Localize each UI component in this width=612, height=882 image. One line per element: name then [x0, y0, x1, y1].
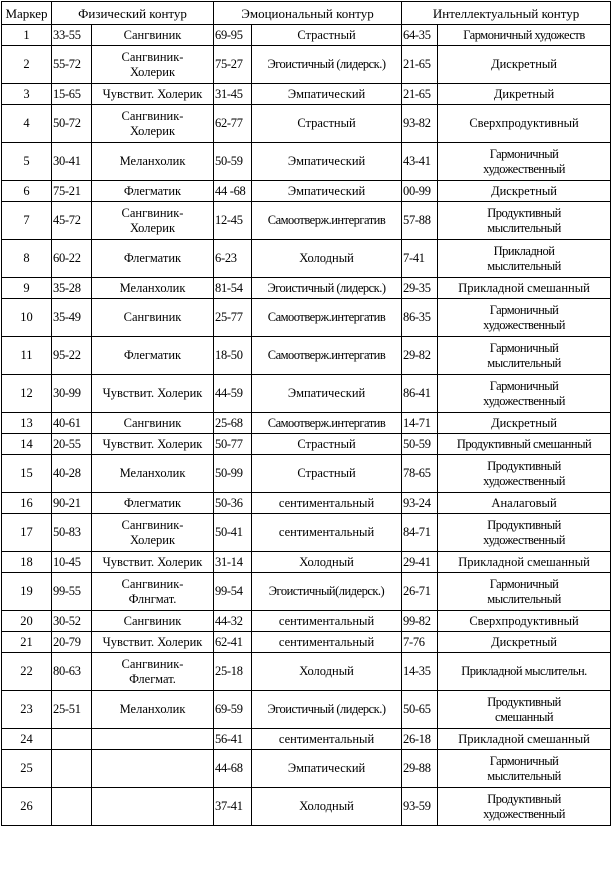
table-row [2, 46, 611, 84]
cell-emotional-type: Эгоистичный(лидерск.) [252, 573, 402, 611]
cell-physical-type: Сангвиник- Холерик [92, 202, 214, 240]
cell-marker: 13 [2, 413, 52, 434]
cell-intellectual-type: Дикретный [438, 84, 611, 105]
cell-marker: 26 [2, 788, 52, 826]
cell-physical-code: 20-79 [52, 632, 92, 653]
cell-intellectual-code: 29-82 [402, 337, 438, 375]
cell-emotional-type: Страстный [252, 25, 402, 46]
cell-intellectual-code: 26-18 [402, 729, 438, 750]
cell-marker: 9 [2, 278, 52, 299]
cell-intellectual-code: 93-24 [402, 493, 438, 514]
cell-marker: 11 [2, 337, 52, 375]
table-row [2, 653, 611, 691]
table-row [2, 105, 611, 143]
cell-physical-type: Меланхолик [92, 143, 214, 181]
cell-physical-code: 75-21 [52, 181, 92, 202]
cell-emotional-code: 62-77 [214, 105, 252, 143]
cell-physical-type: Сангвиник [92, 299, 214, 337]
cell-marker: 5 [2, 143, 52, 181]
cell-emotional-code: 99-54 [214, 573, 252, 611]
cell-marker: 25 [2, 750, 52, 788]
cell-physical-type: Сангвиник- Холерик [92, 46, 214, 84]
cell-physical-type: Флегматик [92, 240, 214, 278]
cell-emotional-code: 50-77 [214, 434, 252, 455]
cell-physical-type: Меланхолик [92, 278, 214, 299]
cell-intellectual-code: 43-41 [402, 143, 438, 181]
cell-emotional-code: 6-23 [214, 240, 252, 278]
cell-intellectual-code: 99-82 [402, 611, 438, 632]
table-row [2, 375, 611, 413]
table-row [2, 413, 611, 434]
cell-marker: 15 [2, 455, 52, 493]
table-row [2, 434, 611, 455]
cell-emotional-type: Эмпатический [252, 181, 402, 202]
cell-emotional-type: Эмпатический [252, 375, 402, 413]
cell-intellectual-code: 93-82 [402, 105, 438, 143]
cell-emotional-type: Страстный [252, 105, 402, 143]
cell-marker: 1 [2, 25, 52, 46]
cell-emotional-code: 44 -68 [214, 181, 252, 202]
cell-intellectual-type: Сверхпродуктивный [438, 105, 611, 143]
cell-intellectual-code: 29-88 [402, 750, 438, 788]
cell-emotional-type: Эгоистичный (лидерск.) [252, 46, 402, 84]
cell-physical-type: Сангвиник- Холерик [92, 105, 214, 143]
cell-emotional-code: 56-41 [214, 729, 252, 750]
cell-marker: 12 [2, 375, 52, 413]
cell-intellectual-type: Продуктивный художественный [438, 788, 611, 826]
table-row [2, 202, 611, 240]
cell-physical-type: Чувствит. Холерик [92, 632, 214, 653]
cell-emotional-type: сентиментальный [252, 611, 402, 632]
cell-physical-code: 33-55 [52, 25, 92, 46]
cell-intellectual-code: 26-71 [402, 573, 438, 611]
table-row [2, 788, 611, 826]
cell-intellectual-code: 14-71 [402, 413, 438, 434]
cell-marker: 2 [2, 46, 52, 84]
cell-marker: 10 [2, 299, 52, 337]
cell-emotional-type: Самоотверж.интергатив [252, 299, 402, 337]
cell-emotional-type: сентиментальный [252, 514, 402, 552]
header-physical: Физический контур [52, 2, 214, 25]
table-row [2, 514, 611, 552]
table-row [2, 691, 611, 729]
cell-emotional-code: 25-68 [214, 413, 252, 434]
table-row [2, 240, 611, 278]
cell-intellectual-code: 50-65 [402, 691, 438, 729]
cell-marker: 4 [2, 105, 52, 143]
cell-intellectual-code: 86-35 [402, 299, 438, 337]
cell-physical-type: Меланхолик [92, 455, 214, 493]
cell-emotional-code: 44-68 [214, 750, 252, 788]
table-row [2, 84, 611, 105]
cell-emotional-code: 50-59 [214, 143, 252, 181]
table-row [2, 278, 611, 299]
cell-intellectual-type: Аналаговый [438, 493, 611, 514]
table-row [2, 729, 611, 750]
cell-physical-type: Флегматик [92, 493, 214, 514]
cell-emotional-type: Эмпатический [252, 750, 402, 788]
cell-intellectual-type: Продуктивный художественный [438, 455, 611, 493]
cell-emotional-code: 62-41 [214, 632, 252, 653]
cell-marker: 16 [2, 493, 52, 514]
cell-physical-code: 35-28 [52, 278, 92, 299]
cell-physical-code: 80-63 [52, 653, 92, 691]
cell-emotional-code: 25-18 [214, 653, 252, 691]
cell-physical-code: 10-45 [52, 552, 92, 573]
cell-physical-type: Сангвиник- Холерик [92, 514, 214, 552]
cell-intellectual-type: Дискретный [438, 46, 611, 84]
cell-marker: 20 [2, 611, 52, 632]
cell-intellectual-code: 50-59 [402, 434, 438, 455]
cell-physical-code: 45-72 [52, 202, 92, 240]
cell-emotional-code: 50-36 [214, 493, 252, 514]
cell-intellectual-code: 21-65 [402, 46, 438, 84]
cell-physical-code: 55-72 [52, 46, 92, 84]
cell-emotional-code: 81-54 [214, 278, 252, 299]
cell-marker: 24 [2, 729, 52, 750]
cell-physical-code [52, 788, 92, 826]
cell-physical-code [52, 750, 92, 788]
cell-emotional-type: сентиментальный [252, 729, 402, 750]
cell-emotional-type: Холодный [252, 788, 402, 826]
cell-physical-type [92, 788, 214, 826]
cell-physical-code: 35-49 [52, 299, 92, 337]
cell-intellectual-code: 29-41 [402, 552, 438, 573]
cell-intellectual-code: 7-41 [402, 240, 438, 278]
cell-intellectual-code: 86-41 [402, 375, 438, 413]
cell-intellectual-code: 21-65 [402, 84, 438, 105]
cell-emotional-code: 44-32 [214, 611, 252, 632]
table-row [2, 552, 611, 573]
cell-marker: 17 [2, 514, 52, 552]
cell-marker: 22 [2, 653, 52, 691]
cell-intellectual-type: Прикладной смешанный [438, 729, 611, 750]
table-body [2, 25, 611, 826]
cell-physical-type: Чувствит. Холерик [92, 84, 214, 105]
contour-table [1, 1, 611, 826]
cell-marker: 23 [2, 691, 52, 729]
cell-emotional-code: 69-59 [214, 691, 252, 729]
cell-physical-type: Чувствит. Холерик [92, 375, 214, 413]
cell-emotional-type: Самоотверж.интергатив [252, 337, 402, 375]
cell-physical-code: 15-65 [52, 84, 92, 105]
table-row [2, 611, 611, 632]
cell-physical-code: 50-72 [52, 105, 92, 143]
cell-marker: 19 [2, 573, 52, 611]
cell-emotional-type: Эмпатический [252, 84, 402, 105]
cell-intellectual-type: Сверхпродуктивный [438, 611, 611, 632]
cell-intellectual-type: Продуктивный художественный [438, 514, 611, 552]
cell-emotional-code: 12-45 [214, 202, 252, 240]
table-row [2, 750, 611, 788]
cell-intellectual-code: 00-99 [402, 181, 438, 202]
cell-emotional-code: 31-45 [214, 84, 252, 105]
cell-intellectual-type: Гармоничный художеств [438, 25, 611, 46]
cell-emotional-type: Самоотверж.интергатив [252, 202, 402, 240]
cell-intellectual-code: 93-59 [402, 788, 438, 826]
cell-emotional-code: 31-14 [214, 552, 252, 573]
cell-intellectual-code: 29-35 [402, 278, 438, 299]
header-marker: Маркер [2, 2, 52, 25]
cell-marker: 8 [2, 240, 52, 278]
cell-emotional-code: 25-77 [214, 299, 252, 337]
cell-intellectual-type: Дискретный [438, 632, 611, 653]
cell-emotional-type: Самоотверж.интергатив [252, 413, 402, 434]
cell-emotional-code: 37-41 [214, 788, 252, 826]
cell-intellectual-type: Прикладной мыслительн. [438, 653, 611, 691]
cell-emotional-type: сентиментальный [252, 493, 402, 514]
cell-physical-code: 30-52 [52, 611, 92, 632]
cell-intellectual-type: Продуктивный смешанный [438, 691, 611, 729]
cell-emotional-code: 69-95 [214, 25, 252, 46]
cell-emotional-type: сентиментальный [252, 632, 402, 653]
cell-emotional-type: Эгоистичный (лидерск.) [252, 691, 402, 729]
cell-physical-type: Чувствит. Холерик [92, 552, 214, 573]
cell-marker: 18 [2, 552, 52, 573]
cell-intellectual-type: Дискретный [438, 413, 611, 434]
cell-emotional-type: Холодный [252, 240, 402, 278]
cell-intellectual-type: Гармоничный мыслительный [438, 337, 611, 375]
cell-marker: 6 [2, 181, 52, 202]
cell-physical-type [92, 750, 214, 788]
table-row [2, 299, 611, 337]
header-row [2, 2, 611, 25]
cell-physical-type: Сангвиник [92, 611, 214, 632]
header-intellectual: Интеллектуальный контур [402, 2, 611, 25]
cell-physical-code: 40-28 [52, 455, 92, 493]
cell-physical-type: Сангвиник [92, 25, 214, 46]
cell-intellectual-code: 78-65 [402, 455, 438, 493]
cell-marker: 3 [2, 84, 52, 105]
cell-marker: 21 [2, 632, 52, 653]
cell-intellectual-code: 14-35 [402, 653, 438, 691]
cell-intellectual-type: Прикладной смешанный [438, 278, 611, 299]
cell-intellectual-type: Гармоничный художественный [438, 143, 611, 181]
cell-intellectual-type: Гармоничный мыслительный [438, 573, 611, 611]
table-row [2, 25, 611, 46]
cell-physical-code: 25-51 [52, 691, 92, 729]
cell-physical-type: Чувствит. Холерик [92, 434, 214, 455]
table-row [2, 632, 611, 653]
cell-physical-type: Меланхолик [92, 691, 214, 729]
cell-emotional-code: 18-50 [214, 337, 252, 375]
cell-intellectual-code: 84-71 [402, 514, 438, 552]
table-row [2, 181, 611, 202]
cell-intellectual-type: Дискретный [438, 181, 611, 202]
cell-intellectual-type: Гармоничный художественный [438, 375, 611, 413]
cell-intellectual-type: Гармоничный мыслительный [438, 750, 611, 788]
cell-physical-code: 60-22 [52, 240, 92, 278]
table-row [2, 455, 611, 493]
cell-emotional-code: 50-41 [214, 514, 252, 552]
cell-emotional-type: Страстный [252, 455, 402, 493]
header-emotional: Эмоциональный контур [214, 2, 402, 25]
cell-physical-code: 90-21 [52, 493, 92, 514]
cell-physical-code: 95-22 [52, 337, 92, 375]
cell-intellectual-code: 57-88 [402, 202, 438, 240]
cell-physical-type [92, 729, 214, 750]
cell-emotional-code: 44-59 [214, 375, 252, 413]
cell-physical-code: 20-55 [52, 434, 92, 455]
cell-intellectual-type: Продуктивный смешанный [438, 434, 611, 455]
cell-physical-code: 30-99 [52, 375, 92, 413]
cell-physical-type: Флегматик [92, 337, 214, 375]
cell-physical-code: 30-41 [52, 143, 92, 181]
cell-physical-type: Сангвиник [92, 413, 214, 434]
cell-physical-type: Сангвиник- Флегмат. [92, 653, 214, 691]
cell-intellectual-code: 64-35 [402, 25, 438, 46]
cell-marker: 7 [2, 202, 52, 240]
cell-physical-code [52, 729, 92, 750]
cell-intellectual-code: 7-76 [402, 632, 438, 653]
cell-emotional-type: Эгоистичный (лидерск.) [252, 278, 402, 299]
cell-physical-code: 99-55 [52, 573, 92, 611]
cell-intellectual-type: Продуктивный мыслительный [438, 202, 611, 240]
cell-intellectual-type: Прикладной мыслительный [438, 240, 611, 278]
cell-physical-type: Флегматик [92, 181, 214, 202]
cell-physical-code: 50-83 [52, 514, 92, 552]
cell-emotional-type: Холодный [252, 552, 402, 573]
cell-emotional-type: Страстный [252, 434, 402, 455]
cell-intellectual-type: Прикладной смешанный [438, 552, 611, 573]
cell-emotional-code: 50-99 [214, 455, 252, 493]
cell-emotional-type: Холодный [252, 653, 402, 691]
cell-emotional-type: Эмпатический [252, 143, 402, 181]
table-row [2, 493, 611, 514]
cell-intellectual-type: Гармоничный художественный [438, 299, 611, 337]
table-row [2, 573, 611, 611]
cell-marker: 14 [2, 434, 52, 455]
cell-physical-code: 40-61 [52, 413, 92, 434]
cell-emotional-code: 75-27 [214, 46, 252, 84]
cell-physical-type: Сангвиник- Флнгмат. [92, 573, 214, 611]
table-row [2, 143, 611, 181]
table-row [2, 337, 611, 375]
